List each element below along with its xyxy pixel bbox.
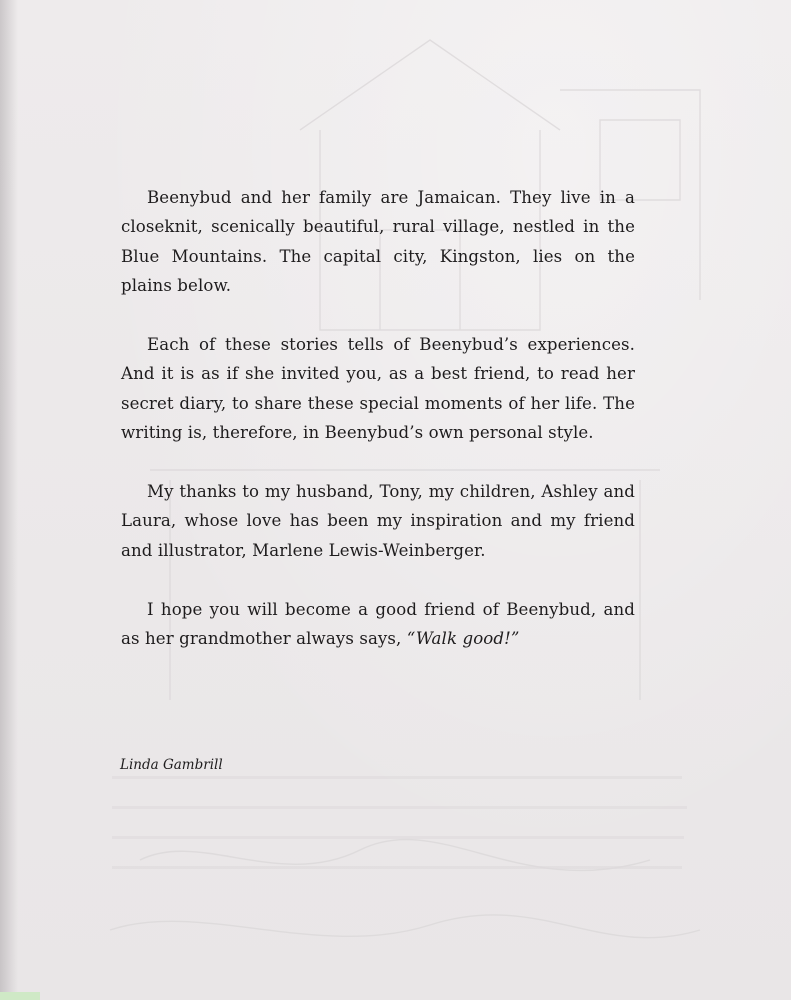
spine-shadow [0,0,18,1000]
foreword-text [121,183,635,683]
author-signature: Linda Gambrill [120,757,223,773]
paragraph-closing [121,595,635,654]
paragraph-thanks: My thanks to my husband, Tony, my children, Ashley and Laura, whose love has been my inspiration and my friend and illustrator, Marlene Lewis-Weinberger. [121,482,635,560]
paragraph-stories: Each of these stories tells of Beenybud’s experiences. And it is as if she invited you, as a best friend, to read her secret diary, to share these special moments of her life. The writing is, therefore, in Beenybud’s own personal style. [121,335,635,443]
closing-text: I hope you will become a good friend of Beenybud, and as her grandmother always says, [121,599,635,649]
paragraph-family: Beenybud and her family are Jamaican. They live in a closeknit, scenically beautiful, rural village, nestled in the Blue Mountains. The capital city, Kingston, lies on the plains below. [121,188,635,296]
corner-tint [0,992,40,1000]
closing-quote: “Walk good!” [406,629,520,649]
